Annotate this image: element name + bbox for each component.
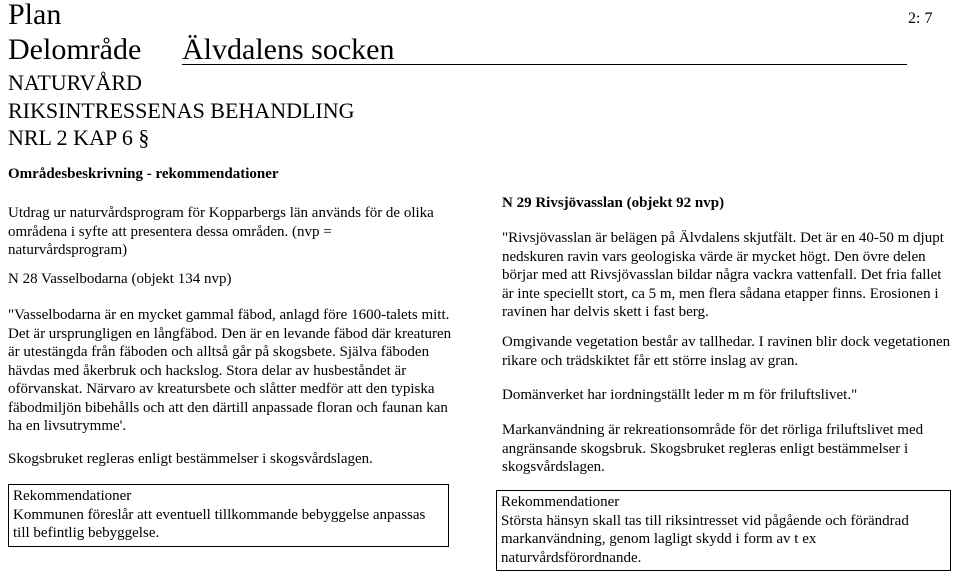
page-title: Plan	[8, 0, 62, 31]
heading-nrl: NRL 2 KAP 6 §	[8, 125, 150, 150]
section-heading: Områdesbeskrivning - rekommendationer	[8, 166, 279, 182]
recommendation-title-right: Rekommendationer	[501, 494, 620, 510]
header-subtitle-row	[8, 33, 907, 65]
header-rule	[182, 64, 907, 65]
recommendation-text-left: Kommunen föreslår att eventuell tillkommande bebyggelse anpassas till befintlig bebyggelse.	[13, 506, 426, 541]
recommendation-title-left: Rekommendationer	[13, 488, 132, 504]
vegetation-text: Omgivande vegetation består av tallhedar. I ravinen blir dock vegetationen rikare och trädskiktet får ett större inslag av gran.	[502, 334, 951, 369]
recommendation-box-right	[496, 490, 951, 571]
quote-n29: "Rivsjövasslan är belägen på Älvdalens skjutfält. Det är en 40-50 m djupt nedskuren ravin vars geologiska värde är mycket högt. Den övre delen börjar med att Rivsjövasslan bildar några vackra vattenfall. Det fria fallet är inte speciellt stort, ca 5 m, men flera sådana etapper finns. Erosionen i ravinen har delvis skett i fast berg.	[502, 230, 944, 320]
land-use-text: Markanvändning är rekreationsområde för det rörliga friluftslivet med angränsande skogsbruk. Skogsbruket regleras enligt bestämmelser i skogsvårdslagen.	[502, 422, 924, 475]
heading-naturvard: NATURVÅRD	[8, 70, 142, 95]
intro-text: Utdrag ur naturvårdsprogram för Kopparbergs län används för de olika områdena i syfte att presentera dessa områden. (nvp = naturvårdsprogram)	[8, 205, 434, 258]
heading-riksintressen: RIKSINTRESSENAS BEHANDLING	[8, 98, 355, 123]
recommendation-text-right: Största hänsyn skall tas till riksintresset vid pågående och förändrad markanvändning, genom lagligt skydd i form av t ex naturvårdsförordnande.	[501, 512, 909, 566]
object-title-n29: N 29 Rivsjövasslan (objekt 92 nvp)	[502, 195, 725, 211]
forestry-text: Skogsbruket regleras enligt bestämmelser i skogsvårdslagen.	[8, 451, 373, 467]
recommendation-box-left	[8, 484, 449, 547]
domain-text: Domänverket har iordningställt leder m m för friluftslivet."	[502, 387, 858, 403]
page-number: 2: 7	[908, 10, 933, 27]
quote-n28: "Vasselbodarna är en mycket gammal fäbod, anlagd före 1600-talets mitt. Det är ursprungligen en långfäbod. Den är en levande fäbod där kreaturen är utestängda från fäboden och alltså går på skogsbete. Själva fäboden hävdas med åkerbruk och hackslog. Stora delar av husbeståndet är oförvanskat. Närvaro av kreatursbete och slåtter medför att den typiska fäbodmiljön bibehålls och att den därtill anpassade floran och faunan kan ha en livsutrymme'.	[8, 307, 452, 434]
object-title-n28: N 28 Vasselbodarna (objekt 134 nvp)	[8, 271, 232, 287]
subarea-label: Delområde	[8, 33, 142, 66]
parish-name: Älvdalens socken	[182, 33, 395, 66]
